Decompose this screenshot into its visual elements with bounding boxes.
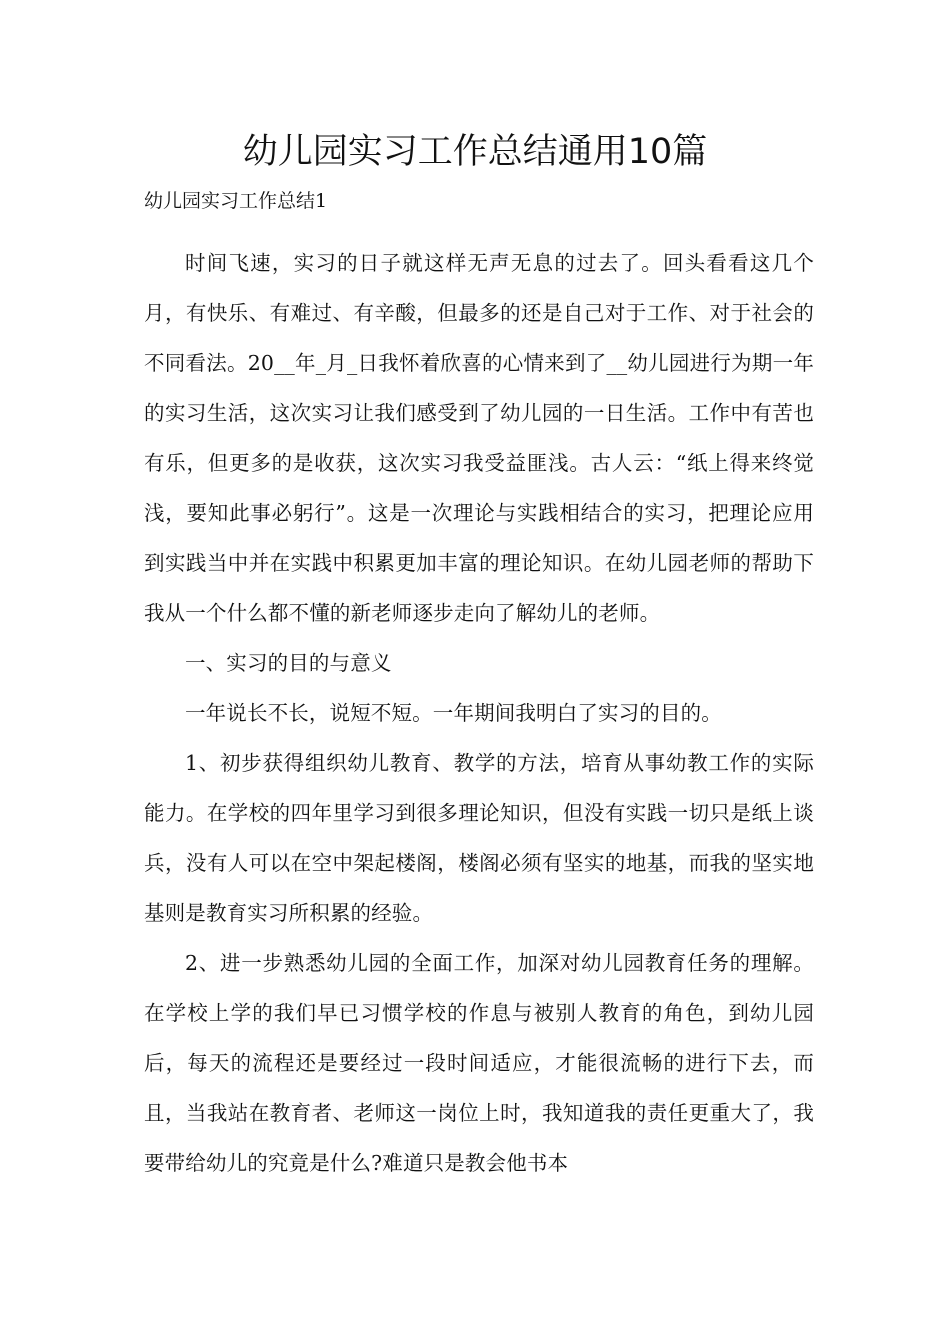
document-body bbox=[144, 186, 814, 1188]
paragraph-point-1: 1、初步获得组织幼儿教育、教学的方法，培育从事幼教工作的实际能力。在学校的四年里学习到很多理论知识，但没有实践一切只是纸上谈兵，没有人可以在空中架起楼阁，楼阁必须有坚实的地基，而我的坚实地基则是教育实习所积累的经验。 bbox=[144, 751, 814, 925]
section-heading: 幼儿园实习工作总结1 bbox=[144, 190, 328, 212]
document-title: 幼儿园实习工作总结通用10篇 bbox=[242, 132, 708, 172]
paragraph-intro: 时间飞速，实习的日子就这样无声无息的过去了。回头看看这几个月，有快乐、有难过、有辛酸，但最多的还是自己对于工作、对于社会的不同看法。20__年_月_日我怀着欣喜的心情来到了__幼儿园进行为期一年的实习生活，这次实习让我们感受到了幼儿园的一日生活。工作中有苦也有乐，但更多的是收获，这次实习我受益匪浅。古人云：“纸上得来终觉浅，要知此事必躬行”。这是一次理论与实践相结合的实习，把理论应用到实践当中并在实践中积累更加丰富的理论知识。在幼儿园老师的帮助下我从一个什么都不懂的新老师逐步走向了解幼儿的老师。 bbox=[144, 251, 814, 625]
paragraph-point-2: 2、进一步熟悉幼儿园的全面工作，加深对幼儿园教育任务的理解。在学校上学的我们早已习惯学校的作息与被别人教育的角色，到幼儿园后，每天的流程还是要经过一段时间适应，才能很流畅的进行下去，而且，当我站在教育者、老师这一岗位上时，我知道我的责任更重大了，我要带给幼儿的究竟是什么?难道只是教会他书本 bbox=[144, 951, 814, 1175]
paragraph-subheading-purpose: 一、实习的目的与意义 bbox=[185, 651, 392, 675]
paragraph-purpose-summary: 一年说长不长，说短不短。一年期间我明白了实习的目的。 bbox=[185, 701, 722, 725]
